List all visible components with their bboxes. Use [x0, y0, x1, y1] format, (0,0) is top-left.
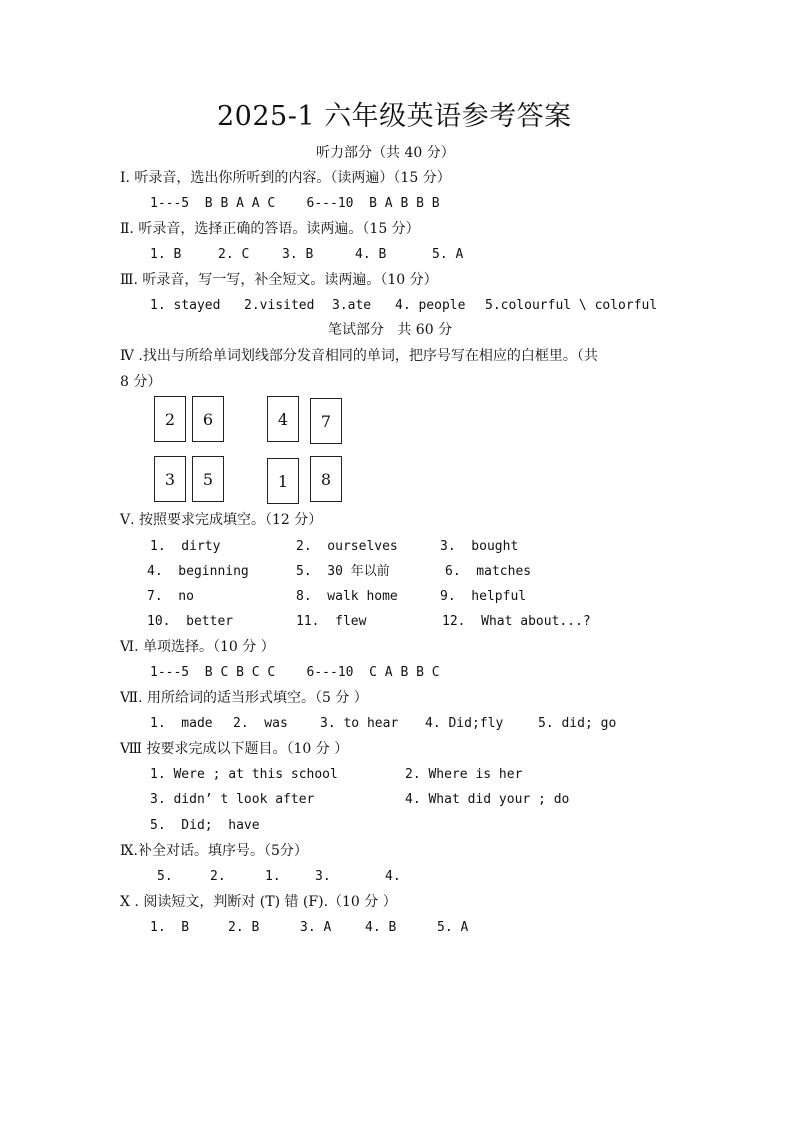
section-5-answer: 3. bought — [440, 539, 519, 554]
section-10-heading: Ⅹ . 阅读短文，判断对 (T) 错 (F).（10 分 ） — [120, 894, 397, 910]
section-6-heading: Ⅵ. 单项选择。（10 分 ） — [120, 639, 275, 655]
section-10-answer: 4. B — [365, 920, 397, 935]
answer-box: 6 — [192, 396, 224, 442]
section-5-answer: 4. beginning — [147, 564, 249, 579]
section-10-answer: 5. A — [437, 920, 469, 935]
page-title: 2025-1 六年级英语参考答案 — [217, 101, 572, 132]
section-9-answer: 5. — [157, 869, 173, 884]
answer-box: 3 — [154, 456, 186, 502]
answer-box: 2 — [154, 396, 186, 442]
answer-box: 4 — [267, 396, 299, 442]
answer-box: 5 — [192, 456, 224, 502]
section-4-heading: Ⅳ .找出与所给单词划线部分发音相同的单词，把序号写在相应的白框里。（共 — [120, 348, 598, 364]
section-8-answer: 5. Did; have — [150, 818, 260, 833]
section-5-answer: 2. ourselves — [296, 539, 398, 554]
section-9-answer: 2. — [210, 869, 226, 884]
section-9-heading: Ⅸ.补全对话。填序号。（5分） — [120, 843, 308, 859]
section-5-answer: 6. matches — [445, 564, 532, 579]
section-2-answer: 2. C — [218, 247, 250, 262]
section-10-answer: 3. A — [300, 920, 332, 935]
section-5-heading: Ⅴ. 按照要求完成填空。（12 分） — [120, 512, 323, 528]
written-section-header: 笔试部分 共 60 分 — [328, 322, 453, 338]
section-7-heading: Ⅶ. 用所给词的适当形式填空。（5 分 ） — [120, 690, 368, 706]
section-8-answer: 1. Were ; at this school — [150, 767, 338, 782]
section-7-answer: 2. was — [233, 716, 288, 731]
section-3-heading: Ⅲ. 听录音，写一写，补全短文。读两遍。（10 分） — [120, 272, 438, 288]
section-7-answer: 5. did; go — [538, 716, 617, 731]
section-10-answer: 1. B — [150, 920, 190, 935]
section-7-answer: 1. made — [150, 716, 213, 731]
section-5-answer: 7. no — [147, 589, 194, 604]
section-5-answer: 12. What about...? — [442, 614, 591, 629]
answer-box: 1 — [267, 458, 299, 504]
section-3-answer: 4. people — [395, 298, 466, 313]
section-8-heading: Ⅷ 按要求完成以下题目。（10 分 ） — [120, 741, 349, 757]
section-4-heading-cont: 8 分） — [120, 374, 162, 390]
section-5-answer: 1. dirty — [150, 539, 221, 554]
section-7-answer: 4. Did;fly — [425, 716, 504, 731]
section-2-answer: 5. A — [432, 247, 464, 262]
section-3-answer: 1. stayed — [150, 298, 221, 313]
section-3-answer: 3.ate — [332, 298, 372, 313]
section-9-answer: 1. — [265, 869, 281, 884]
section-2-heading: Ⅱ. 听录音，选择正确的答语。读两遍。（15 分） — [120, 221, 420, 237]
section-3-answer: 2.visited — [244, 298, 315, 313]
section-6-answers: 1---5 B C B C C 6---10 C A B B C — [150, 665, 440, 680]
section-5-answer: 10. better — [147, 614, 234, 629]
section-5-answer: 5. 30 年以前 — [296, 564, 390, 579]
section-3-answer: 5.colourful \ colorful — [485, 298, 658, 313]
answer-box: 8 — [310, 456, 342, 502]
section-1-heading: Ⅰ. 听录音，选出你所听到的内容。（读两遍）（15 分） — [120, 170, 451, 186]
section-1-answers: 1---5 B B A A C 6---10 B A B B B — [150, 196, 440, 211]
section-2-answer: 4. B — [355, 247, 387, 262]
section-8-answer: 2. Where is her — [405, 767, 523, 782]
section-5-answer: 9. helpful — [440, 589, 527, 604]
listening-section-header: 听力部分（共 40 分） — [316, 145, 455, 161]
section-2-answer: 3. B — [282, 247, 314, 262]
answer-box: 7 — [310, 398, 342, 444]
section-9-answer: 3. — [315, 869, 331, 884]
section-10-answer: 2. B — [228, 920, 260, 935]
section-5-answer: 8. walk home — [296, 589, 398, 604]
section-8-answer: 3. didn’ t look after — [150, 792, 315, 807]
section-2-answer: 1. B — [150, 247, 182, 262]
section-7-answer: 3. to hear — [320, 716, 399, 731]
section-8-answer: 4. What did your ; do — [405, 792, 570, 807]
section-5-answer: 11. flew — [296, 614, 367, 629]
section-9-answer: 4. — [385, 869, 401, 884]
